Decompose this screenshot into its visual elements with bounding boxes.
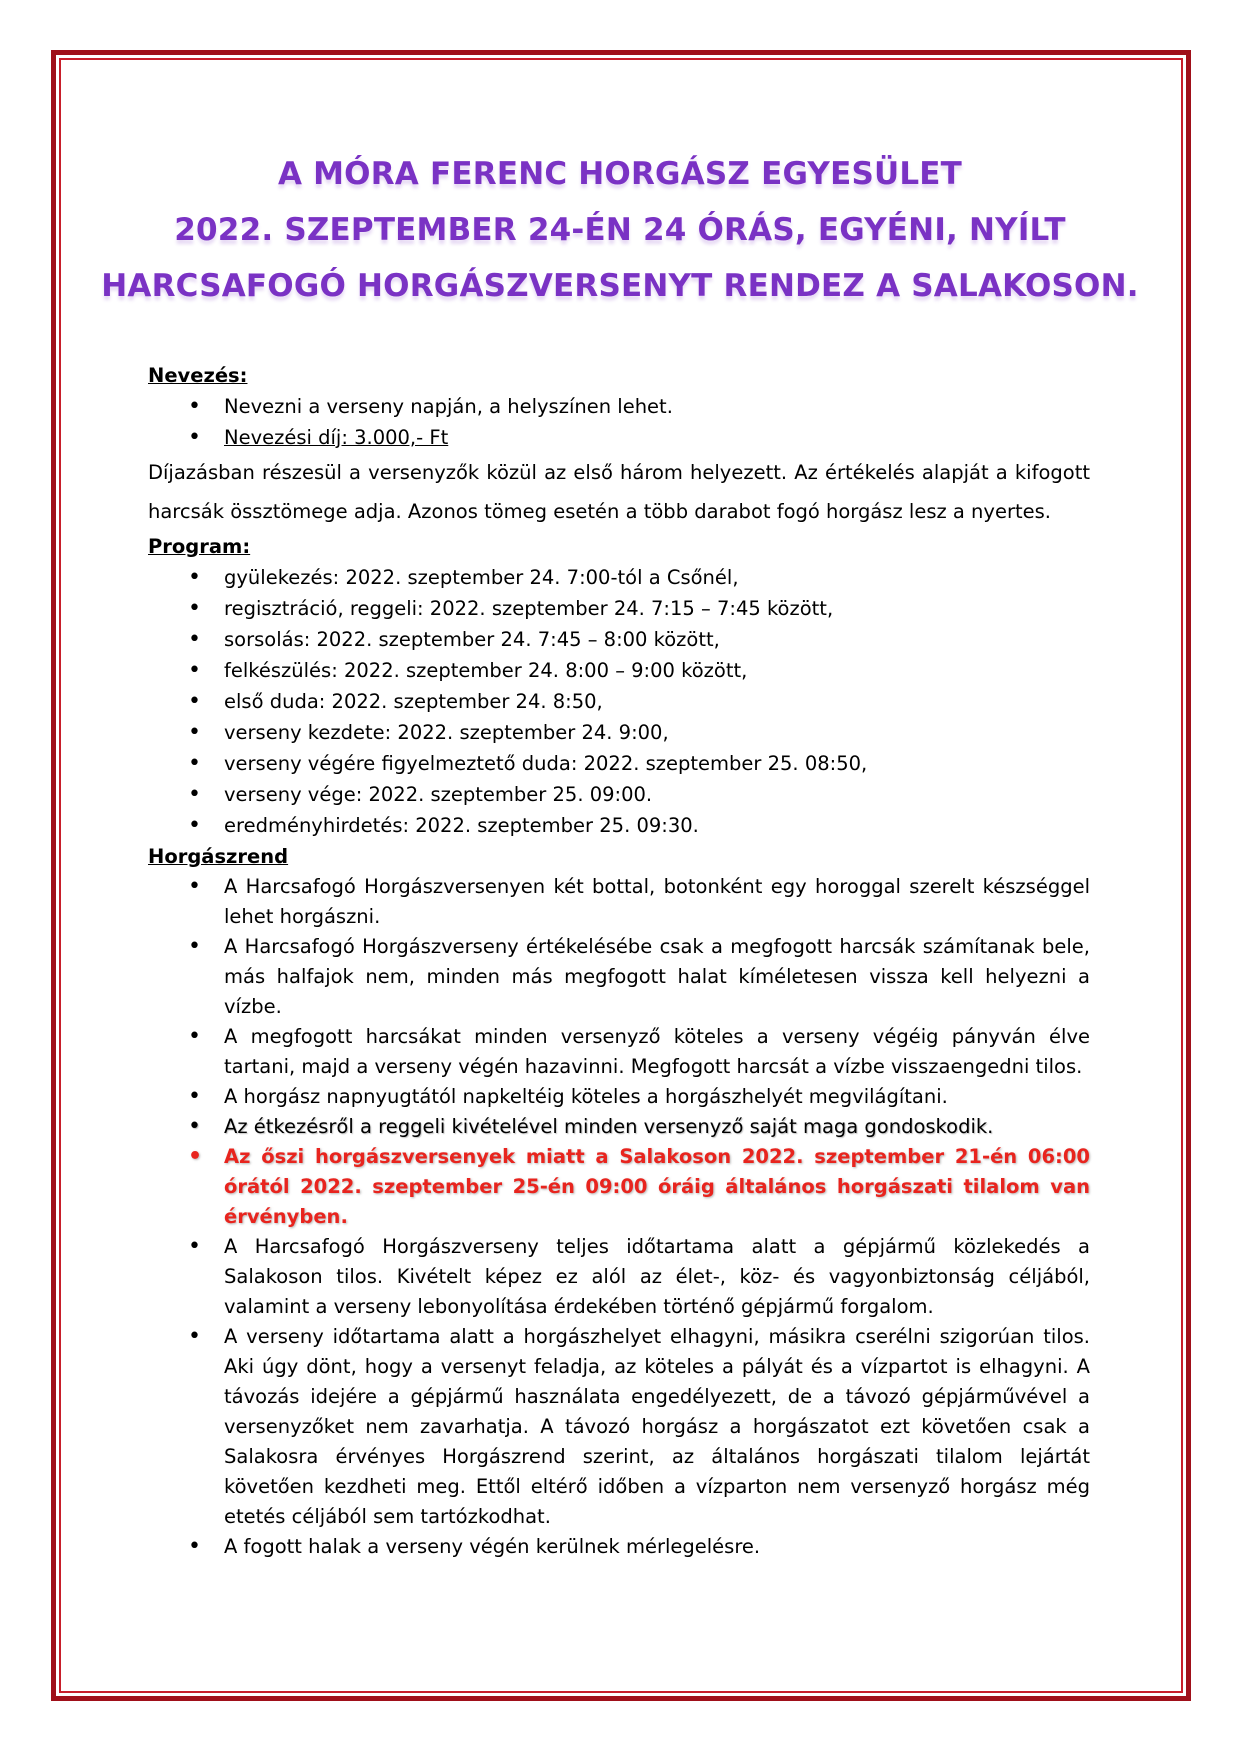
list-item-text: felkészülés: 2022. szeptember 24. 8:00 – 9:00 között, (224, 659, 748, 682)
program-list (148, 562, 1090, 841)
bullet-icon: • (188, 720, 201, 745)
list-item-text: Az őszi horgászversenyek miatt a Salakoson 2022. szeptember 21-én 06:00 órától 2022. szeptember 25-én 09:00 óráig általános horgászati tilalom van érvényben. (224, 1145, 1090, 1228)
bullet-icon: • (188, 425, 201, 450)
bullet-icon: • (188, 658, 201, 683)
list-item-text: verseny végére figyelmeztető duda: 2022. szeptember 25. 08:50, (224, 752, 868, 775)
bullet-icon: • (188, 394, 201, 419)
list-item (148, 1232, 1090, 1322)
bullet-icon: • (188, 1144, 203, 1169)
list-item (148, 1112, 1090, 1142)
list-item-text: verseny kezdete: 2022. szeptember 24. 9:00, (224, 721, 669, 744)
list-item-text: A fogott halak a verseny végén kerülnek mérlegelésre. (224, 1535, 761, 1558)
bullet-icon: • (188, 565, 201, 590)
list-item (148, 562, 1090, 593)
bullet-icon: • (188, 1534, 201, 1559)
bullet-icon: • (188, 934, 201, 959)
list-item-text: Nevezni a verseny napján, a helyszínen lehet. (224, 395, 673, 418)
horgaszrend-list (148, 872, 1090, 1562)
program-heading: Program: (148, 535, 251, 558)
title-line-1: A MÓRA FERENC HORGÁSZ EGYESÜLET (277, 156, 963, 192)
list-item-text: Az étkezésről a reggeli kivételével minden versenyző saját maga gondoskodik. (224, 1115, 994, 1138)
list-item (148, 1322, 1090, 1532)
fishing-ban-notice (148, 1142, 1090, 1232)
title-line-2: 2022. SZEPTEMBER 24-ÉN 24 ÓRÁS, EGYÉNI, NYÍLT (174, 212, 1066, 248)
title-line-3: HARCSAFOGÓ HORGÁSZVERSENYT RENDEZ A SALAKOSON. (101, 268, 1139, 304)
list-item (148, 1082, 1090, 1112)
list-item (148, 655, 1090, 686)
bullet-icon: • (188, 627, 201, 652)
list-item (148, 872, 1090, 932)
list-item (148, 748, 1090, 779)
list-item-text: eredményhirdetés: 2022. szeptember 25. 09:30. (224, 814, 699, 837)
list-item (148, 391, 1090, 422)
bullet-icon: • (188, 1114, 201, 1139)
list-item-text: verseny vége: 2022. szeptember 25. 09:00. (224, 783, 653, 806)
list-item-text: A Harcsafogó Horgászverseny értékelésébe csak a megfogott harcsák számítanak bele, más halfajok nem, minden más megfogott halat kíméletesen vissza kell helyezni a vízbe. (224, 935, 1090, 1018)
nevezes-heading: Nevezés: (148, 364, 248, 387)
bullet-icon: • (188, 1234, 201, 1259)
list-item (148, 1532, 1090, 1562)
list-item-text: A Harcsafogó Horgászversenyen két bottal, botonként egy horoggal szerelt készséggel lehet horgászni. (224, 875, 1090, 928)
horgaszrend-heading: Horgászrend (148, 845, 289, 868)
document-body (148, 360, 1090, 1562)
bullet-icon: • (188, 751, 201, 776)
list-item (148, 717, 1090, 748)
bullet-icon: • (188, 1324, 201, 1349)
list-item (148, 593, 1090, 624)
bullet-icon: • (188, 782, 201, 807)
list-item (148, 1022, 1090, 1082)
list-item (148, 686, 1090, 717)
list-item-text: A megfogott harcsákat minden versenyző köteles a verseny végéig pányván élve tartani, majd a verseny végén hazavinni. Megfogott harcsát a vízbe visszaengedni tilos. (224, 1025, 1090, 1078)
list-item-text: A horgász napnyugtától napkeltéig köteles a horgászhelyét megvilágítani. (224, 1085, 948, 1108)
entry-fee-text: Nevezési díj: 3.000,- Ft (224, 426, 449, 449)
list-item-text: sorsolás: 2022. szeptember 24. 7:45 – 8:00 között, (224, 628, 720, 651)
list-item-text: első duda: 2022. szeptember 24. 8:50, (224, 690, 603, 713)
bullet-icon: • (188, 1024, 201, 1049)
prize-paragraph: Díjazásban részesül a versenyzők közül az első három helyezett. Az értékelés alapját a kifogott harcsák össztömege adja. Azonos tömeg esetén a több darabot fogó horgász lesz a nyertes. (148, 461, 1090, 523)
bullet-icon: • (188, 874, 201, 899)
list-item (148, 810, 1090, 841)
bullet-icon: • (188, 813, 201, 838)
list-item-text: A verseny időtartama alatt a horgászhelyet elhagyni, másikra cserélni szigorúan tilos. Aki úgy dönt, hogy a versenyt feladja, az köteles a pályát és a vízpartot is elhagyni. A távozás idejére a gépjármű használata engedélyezett, de a távozó gépjárművével a versenyzőket nem zavarhatja. A távozó horgász a horgászatot ezt követően csak a Salakosra érvényes Horgászrend szerint, az általános horgászati tilalom lejártát követően kezdheti meg. Ettől eltérő időben a vízparton nem versenyző horgász még etetés céljából sem tartózkodhat. (224, 1325, 1090, 1528)
list-item (148, 624, 1090, 655)
list-item (148, 779, 1090, 810)
title-block (60, 146, 1180, 314)
list-item-text: A Harcsafogó Horgászverseny teljes időtartama alatt a gépjármű közlekedés a Salakoson tilos. Kivételt képez ez alól az élet-, köz- és vagyonbiztonság céljából, valamint a verseny lebonyolítása érdekében történő gépjármű forgalom. (224, 1235, 1090, 1318)
bullet-icon: • (188, 1084, 201, 1109)
nevezes-list (148, 391, 1090, 453)
bullet-icon: • (188, 596, 201, 621)
bullet-icon: • (188, 689, 201, 714)
list-item (148, 932, 1090, 1022)
list-item-text: gyülekezés: 2022. szeptember 24. 7:00-tól a Csőnél, (224, 566, 739, 589)
list-item-text: regisztráció, reggeli: 2022. szeptember 24. 7:15 – 7:45 között, (224, 597, 834, 620)
list-item (148, 422, 1090, 453)
